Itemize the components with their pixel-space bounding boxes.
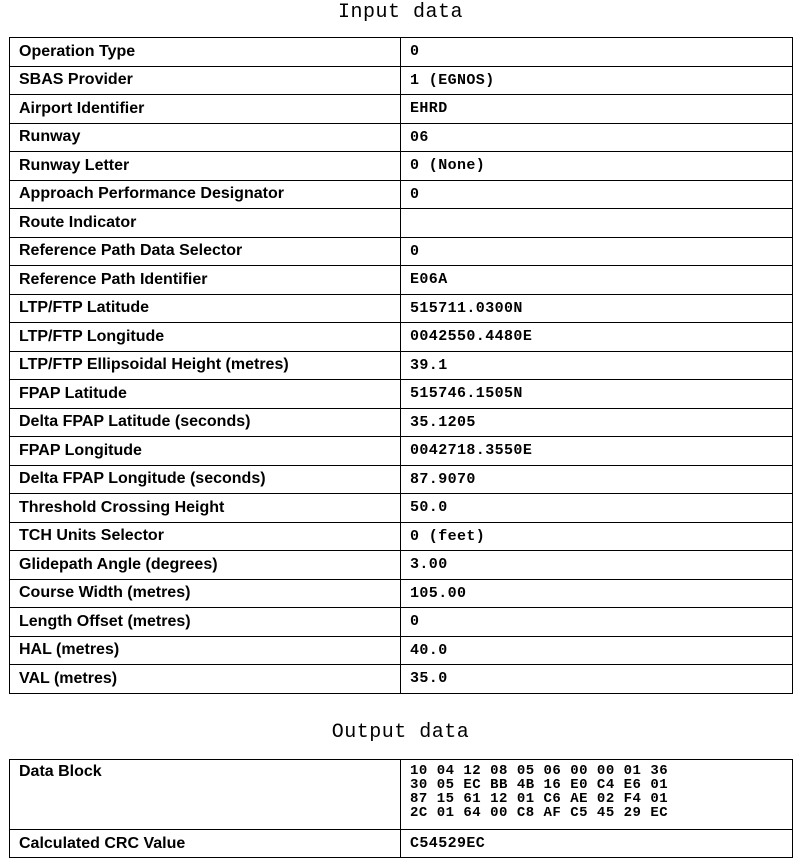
input-row-label: Course Width (metres) [10,579,401,608]
data-block-line: 30 05 EC BB 4B 16 E0 C4 E6 01 [410,777,669,793]
input-row-value: 0 [401,38,793,67]
input-row [10,522,793,551]
data-block-line: 10 04 12 08 05 06 00 00 01 36 [410,763,669,779]
input-row-value: 0042550.4480E [401,323,793,352]
input-row-label: VAL (metres) [10,665,401,694]
input-row-value: 50.0 [401,494,793,523]
input-row [10,551,793,580]
data-block-label: Data Block [10,760,401,830]
crc-label: Calculated CRC Value [10,830,401,858]
input-row-label: TCH Units Selector [10,522,401,551]
input-row [10,494,793,523]
input-row [10,465,793,494]
input-row-value: 0042718.3550E [401,437,793,466]
input-row-label: Length Offset (metres) [10,608,401,637]
input-row-value: 0 [401,608,793,637]
input-row [10,66,793,95]
input-row-label: LTP/FTP Longitude [10,323,401,352]
input-data-table [9,37,793,694]
input-row-value: 105.00 [401,579,793,608]
input-row-value: 1 (EGNOS) [401,66,793,95]
input-row-label: FPAP Longitude [10,437,401,466]
input-row-value: 35.1205 [401,408,793,437]
input-row [10,437,793,466]
input-row [10,123,793,152]
crc-row [10,830,793,858]
input-row-label: SBAS Provider [10,66,401,95]
input-row [10,95,793,124]
data-block-line: 87 15 61 12 01 C6 AE 02 F4 01 [410,791,669,807]
input-row-label: Threshold Crossing Height [10,494,401,523]
input-row-value [401,209,793,238]
input-row-label: Runway [10,123,401,152]
input-row [10,237,793,266]
input-row [10,579,793,608]
input-row-label: LTP/FTP Ellipsoidal Height (metres) [10,351,401,380]
input-row-value: 515746.1505N [401,380,793,409]
input-row [10,380,793,409]
input-row-label: Glidepath Angle (degrees) [10,551,401,580]
input-row-value: E06A [401,266,793,295]
data-block-row [10,760,793,830]
input-row-value: 0 (None) [401,152,793,181]
input-row-value: 0 [401,237,793,266]
input-row-value: 40.0 [401,636,793,665]
input-row-label: Operation Type [10,38,401,67]
input-row-label: HAL (metres) [10,636,401,665]
input-data-title: Input data [337,1,464,24]
input-row-value: 35.0 [401,665,793,694]
crc-value: C54529EC [401,830,793,858]
input-row [10,152,793,181]
input-row [10,38,793,67]
input-row-label: Airport Identifier [10,95,401,124]
input-row-value: 87.9070 [401,465,793,494]
input-row-label: Reference Path Identifier [10,266,401,295]
input-row-value: 515711.0300N [401,294,793,323]
input-row [10,408,793,437]
input-row-value: 39.1 [401,351,793,380]
input-row [10,294,793,323]
input-row-label: Runway Letter [10,152,401,181]
input-row [10,636,793,665]
input-row [10,209,793,238]
input-row-label: Delta FPAP Latitude (seconds) [10,408,401,437]
input-row-label: Approach Performance Designator [10,180,401,209]
input-row-label: FPAP Latitude [10,380,401,409]
input-row [10,180,793,209]
input-row-label: LTP/FTP Latitude [10,294,401,323]
input-row-value: 06 [401,123,793,152]
input-row [10,608,793,637]
input-row [10,351,793,380]
input-row [10,266,793,295]
input-row-label: Delta FPAP Longitude (seconds) [10,465,401,494]
output-data-title: Output data [331,721,470,744]
data-block-value [401,760,793,830]
input-row-value: EHRD [401,95,793,124]
output-data-table [9,759,793,858]
input-row [10,323,793,352]
input-row-value: 0 [401,180,793,209]
input-row [10,665,793,694]
input-row-value: 3.00 [401,551,793,580]
input-row-label: Route Indicator [10,209,401,238]
input-row-value: 0 (feet) [401,522,793,551]
data-block-line: 2C 01 64 00 C8 AF C5 45 29 EC [410,805,669,821]
input-row-label: Reference Path Data Selector [10,237,401,266]
